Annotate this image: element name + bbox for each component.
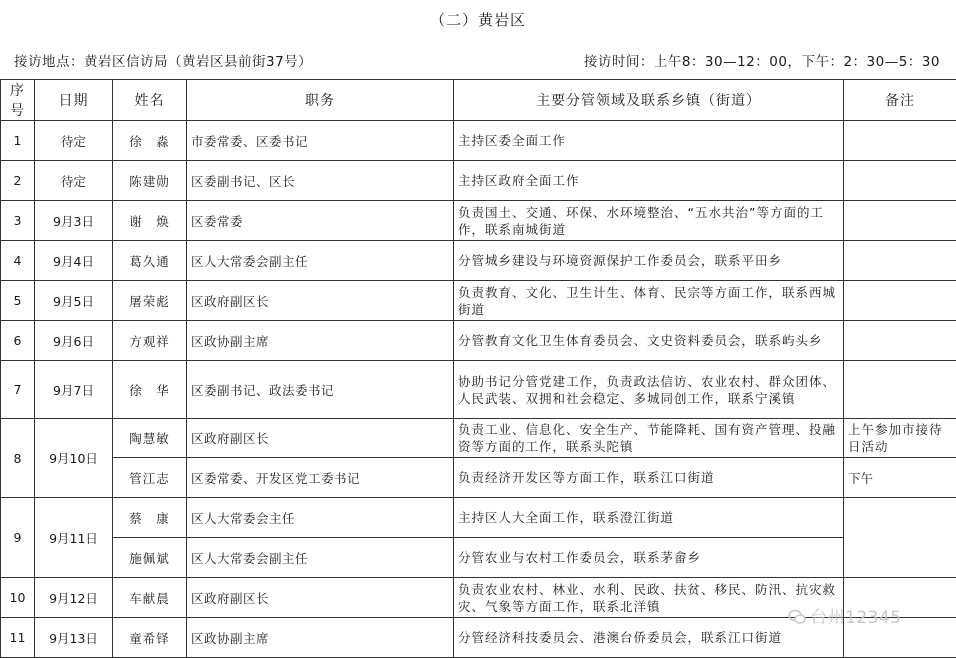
cell-name: 童希铎 xyxy=(113,618,187,658)
table-row xyxy=(1,121,956,161)
meta-line xyxy=(0,46,956,74)
cell-date: 9月7日 xyxy=(35,361,113,419)
cell-post: 区委副书记、区长 xyxy=(187,161,454,201)
cell-no: 2 xyxy=(1,161,35,201)
cell-post: 区委副书记、政法委书记 xyxy=(187,361,454,419)
cell-area: 主持区委全面工作 xyxy=(454,121,844,161)
watermark-text: 台州12345 xyxy=(810,608,902,628)
cell-post: 区政协副主席 xyxy=(187,618,454,658)
cell-post: 区人大常委会副主任 xyxy=(187,538,454,578)
cell-no: 7 xyxy=(1,361,35,419)
cell-name: 葛久通 xyxy=(113,241,187,281)
cell-area: 负责国土、交通、环保、水环境整治、“五水共治”等方面的工作，联系南城街道 xyxy=(454,201,844,241)
cell-no: 5 xyxy=(1,281,35,321)
cell-date: 9月10日 xyxy=(35,419,113,498)
watermark xyxy=(788,603,902,628)
cell-date: 9月12日 xyxy=(35,578,113,618)
header-name: 姓名 xyxy=(113,80,187,121)
header-no: 序号 xyxy=(1,80,35,121)
cell-post: 区政府副区长 xyxy=(187,281,454,321)
page-title: （二）黄岩区 xyxy=(0,0,956,40)
cell-note: 下午 xyxy=(844,458,956,498)
cell-name: 谢 焕 xyxy=(113,201,187,241)
cell-area: 分管城乡建设与环境资源保护工作委员会，联系平田乡 xyxy=(454,241,844,281)
table-row xyxy=(1,201,956,241)
cell-note xyxy=(844,121,956,161)
header-date: 日期 xyxy=(35,80,113,121)
cell-no: 4 xyxy=(1,241,35,281)
cell-post: 区政府副区长 xyxy=(187,578,454,618)
cell-note: 上午参加市接待日活动 xyxy=(844,419,956,458)
cell-no: 10 xyxy=(1,578,35,618)
cell-name: 屠荣彪 xyxy=(113,281,187,321)
cell-note xyxy=(844,241,956,281)
cell-post: 区人大常委会副主任 xyxy=(187,241,454,281)
cell-name: 陈建勋 xyxy=(113,161,187,201)
header-note: 备注 xyxy=(844,80,956,121)
cell-name: 徐 华 xyxy=(113,361,187,419)
cell-no: 8 xyxy=(1,419,35,498)
cell-area: 主持区政府全面工作 xyxy=(454,161,844,201)
cell-note xyxy=(844,281,956,321)
cell-date: 待定 xyxy=(35,121,113,161)
table-row xyxy=(1,161,956,201)
cell-date: 9月13日 xyxy=(35,618,113,658)
cell-post: 区人大常委会主任 xyxy=(187,498,454,538)
header-post: 职务 xyxy=(187,80,454,121)
wechat-icon xyxy=(788,609,806,625)
cell-date: 9月4日 xyxy=(35,241,113,281)
cell-area: 分管教育文化卫生体育委员会、文史资料委员会，联系屿头乡 xyxy=(454,321,844,361)
cell-note xyxy=(844,161,956,201)
cell-name: 方观祥 xyxy=(113,321,187,361)
table-row xyxy=(1,498,956,538)
cell-date: 9月6日 xyxy=(35,321,113,361)
cell-name: 陶慧敏 xyxy=(113,419,187,458)
cell-no: 1 xyxy=(1,121,35,161)
table-row xyxy=(1,281,956,321)
cell-post: 区委常委 xyxy=(187,201,454,241)
cell-no: 3 xyxy=(1,201,35,241)
location-text: 接访地点：黄岩区信访局（黄岩区县前街37号） xyxy=(14,50,312,70)
cell-area: 负责工业、信息化、安全生产、节能降耗、国有资产管理、投融资等方面的工作，联系头陀镇 xyxy=(454,419,844,458)
cell-name: 管江志 xyxy=(113,458,187,498)
cell-area: 负责经济开发区等方面工作，联系江口街道 xyxy=(454,458,844,498)
cell-area: 负责教育、文化、卫生计生、体育、民宗等方面工作，联系西城街道 xyxy=(454,281,844,321)
cell-post: 区委常委、开发区党工委书记 xyxy=(187,458,454,498)
cell-post: 区政协副主席 xyxy=(187,321,454,361)
time-text: 接访时间：上午8：30—12：00，下午：2：30—5：30 xyxy=(584,50,940,70)
cell-date: 9月5日 xyxy=(35,281,113,321)
cell-date: 待定 xyxy=(35,161,113,201)
cell-area: 协助书记分管党建工作，负责政法信访、农业农村、群众团体、人民武装、双拥和社会稳定、多城同创工作，联系宁溪镇 xyxy=(454,361,844,419)
table-row xyxy=(1,241,956,281)
cell-area: 负责农业农村、林业、水利、民政、扶贫、移民、防汛、抗灾救灾、气象等方面工作，联系北洋镇 xyxy=(454,578,844,618)
table-row xyxy=(1,361,956,419)
cell-note xyxy=(844,201,956,241)
cell-area: 分管经济科技委员会、港澳台侨委员会，联系江口街道 xyxy=(454,618,844,658)
header-area: 主要分管领域及联系乡镇（街道） xyxy=(454,80,844,121)
cell-name: 蔡 康 xyxy=(113,498,187,538)
table-row xyxy=(1,458,956,498)
table-header-row xyxy=(1,80,956,121)
cell-name: 施佩斌 xyxy=(113,538,187,578)
cell-post: 市委常委、区委书记 xyxy=(187,121,454,161)
cell-date: 9月3日 xyxy=(35,201,113,241)
reception-schedule-table xyxy=(0,79,956,658)
table-row xyxy=(1,538,956,578)
cell-note xyxy=(844,321,956,361)
cell-no: 9 xyxy=(1,498,35,578)
cell-date: 9月11日 xyxy=(35,498,113,578)
table-row xyxy=(1,419,956,458)
cell-no: 11 xyxy=(1,618,35,658)
cell-post: 区政府副区长 xyxy=(187,419,454,458)
cell-area: 主持区人大全面工作，联系澄江街道 xyxy=(454,498,844,538)
table-row xyxy=(1,321,956,361)
cell-area: 分管农业与农村工作委员会，联系茅畲乡 xyxy=(454,538,844,578)
cell-name: 车献晨 xyxy=(113,578,187,618)
cell-name: 徐 淼 xyxy=(113,121,187,161)
cell-note xyxy=(844,498,956,578)
cell-note xyxy=(844,361,956,419)
cell-no: 6 xyxy=(1,321,35,361)
